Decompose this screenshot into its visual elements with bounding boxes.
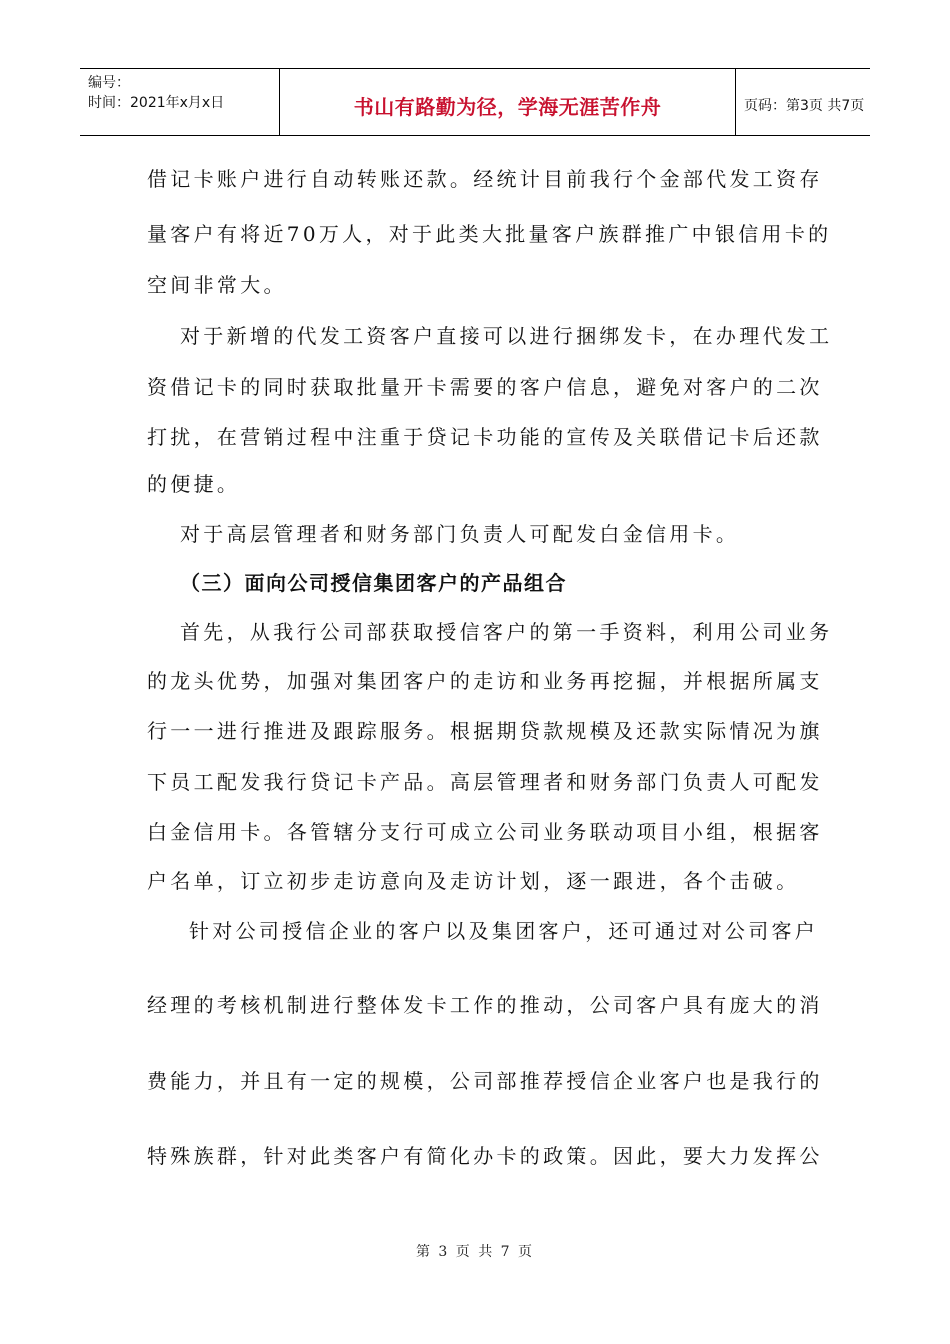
- text-line: 特殊族群，针对此类客户有简化办卡的政策。因此，要大力发挥公: [147, 1144, 823, 1168]
- text-line: 对于高层管理者和财务部门负责人可配发白金信用卡。: [180, 522, 740, 546]
- page-header: [80, 68, 870, 136]
- text-line: 量客户有将近70万人，对于此类大批量客户族群推广中银信用卡的: [147, 222, 832, 246]
- text-line: 空间非常大。: [147, 273, 287, 297]
- header-meta: [80, 69, 280, 135]
- text-line: 经理的考核机制进行整体发卡工作的推动，公司客户具有庞大的消: [147, 993, 823, 1017]
- text-line: 针对公司授信企业的客户以及集团客户，还可通过对公司客户: [189, 919, 819, 943]
- text-line: 费能力，并且有一定的规模，公司部推荐授信企业客户也是我行的: [147, 1069, 823, 1093]
- text-line: 打扰，在营销过程中注重于贷记卡功能的宣传及关联借记卡后还款: [147, 425, 823, 449]
- text-line: 首先，从我行公司部获取授信客户的第一手资料，利用公司业务: [180, 620, 833, 644]
- text-line: 的龙头优势，加强对集团客户的走访和业务再挖掘，并根据所属支: [147, 669, 823, 693]
- header-motto: 书山有路勤为径，学海无涯苦作舟: [280, 69, 736, 135]
- text-line: 行一一进行推进及跟踪服务。根据期贷款规模及还款实际情况为旗: [147, 719, 823, 743]
- document-number: 编号：: [88, 75, 130, 91]
- document-date: 时间：2021年x月x日: [88, 95, 225, 111]
- text-line: 资借记卡的同时获取批量开卡需要的客户信息，避免对客户的二次: [147, 375, 823, 399]
- text-line: 白金信用卡。各管辖分支行可成立公司业务联动项目小组，根据客: [147, 820, 823, 844]
- text-line: 对于新增的代发工资客户直接可以进行捆绑发卡，在办理代发工: [180, 324, 833, 348]
- text-line: 户名单，订立初步走访意向及走访计划，逐一跟进，各个击破。: [147, 869, 800, 893]
- section-heading: （三）面向公司授信集团客户的产品组合: [180, 571, 567, 595]
- text-line: 的便捷。: [147, 472, 241, 496]
- page-footer: 第 3 页 共 7 页: [415, 1244, 535, 1260]
- text-line: 借记卡账户进行自动转账还款。经统计目前我行个金部代发工资存: [147, 167, 823, 191]
- text-line: 下员工配发我行贷记卡产品。高层管理者和财务部门负责人可配发: [147, 770, 823, 794]
- header-page-number: 页码：第3页 共7页: [744, 98, 865, 114]
